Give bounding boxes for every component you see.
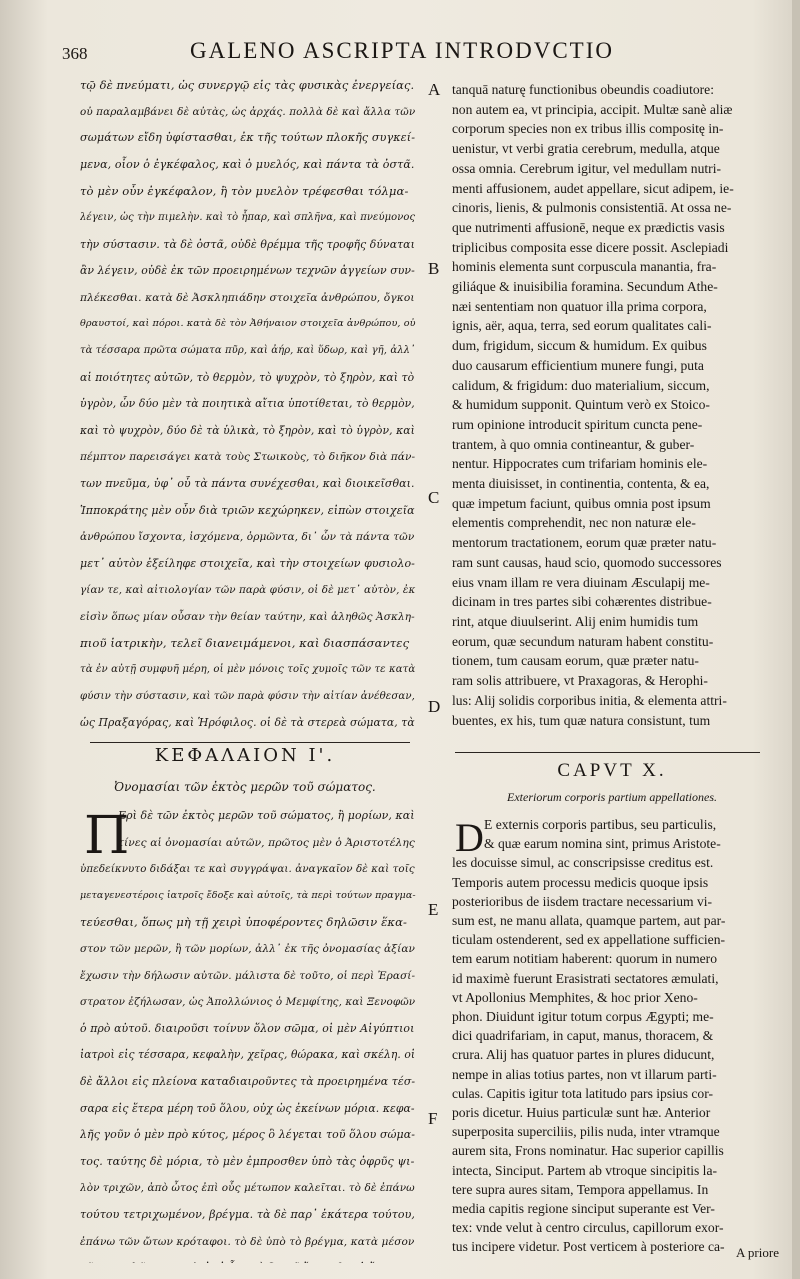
page-edge <box>792 0 800 1279</box>
latin-text-line: elementis comprehendit, nec non naturæ ele- <box>452 515 696 531</box>
greek-text-line: ὑπεδείκνυτο διδάξαι τε καὶ συγγράψαι. ἀναγκαῖον δὲ καὶ τοῖς <box>80 863 415 876</box>
margin-letter-a: A <box>428 80 441 99</box>
latin-text-line: lus: Alij solidis corporibus initia, & elementa attri- <box>452 692 727 708</box>
latin-text-line: triplicibus composita esse dicere possit. Asclepiadi <box>452 239 729 255</box>
latin-text-line: quæ impetum faciunt, quibus omnia post ipsum <box>452 495 711 511</box>
latin-text-line: uenistur, vt verbi gratia cerebrum, medulla, atque <box>452 141 720 157</box>
latin-text-line: cinoris, lienis, & pulmonis consistentiā. At ossa ne- <box>452 200 732 216</box>
latin-text-line: duo causarum efficientium munere fungi, puta <box>452 357 704 373</box>
greek-text-line: ὁ πρὸ αὐτοῦ. διαιροῦσι τοίνυν ὅλον σῶμα, οἱ μὲν Αἰγύπτιοι <box>80 1021 415 1035</box>
greek-text-line: φύσιν τὴν σύστασιν, καὶ τῶν παρὰ φύσιν τὴν αἰτίαν ἀνέθεσαν, <box>80 690 415 702</box>
margin-letter-b: B <box>428 259 440 278</box>
greek-column-top <box>80 72 418 732</box>
latin-text-line: que nutrimenti affusionē, neque ex prædictis vasis <box>452 219 725 235</box>
latin-drop-cap: D <box>455 815 484 860</box>
greek-text-line: ἔχωσιν τὴν δήλωσιν αὐτῶν. μάλιστα δὲ τοῦτο, οἱ περὶ Ἐρασί- <box>80 969 416 982</box>
latin-text-line: trantem, à quo omnia contineantur, & guber- <box>452 436 695 452</box>
latin-text-line: posterioribus de iisdem tractare necessarium vi- <box>452 893 713 909</box>
latin-text-line: næi sententiam non quatuor illa prima corpora, <box>452 298 707 314</box>
greek-text-line: θραυστοί, καὶ πόροι. κατὰ δὲ τὸν Ἀθήναιον στοιχεῖα ἀνθρώπου, οὐ <box>80 318 416 330</box>
greek-text-line: τούτου τετριχωμένον, βρέγμα. τὰ δὲ παρ᾽ ἑκάτερα τούτου, <box>80 1207 416 1221</box>
greek-text-line: Ερὶ δὲ τῶν ἐκτὸς μερῶν τοῦ σώματος, ἢ μορίων, καὶ <box>118 809 415 822</box>
latin-text-line: nempe in alias totius partes, non vt illarum parti- <box>452 1066 717 1082</box>
latin-text-line: rint, atque diuulserint. Alij enim humidis tum <box>452 613 699 629</box>
latin-text-line: tere supra aures sitam, Tempora appellamus. In <box>452 1181 709 1197</box>
latin-text-line: E externis corporis partibus, seu particulis, <box>484 817 717 832</box>
greek-text-line: πέμπτον παρεισάγει κατὰ τοὺς Στωικοὺς, τὸ διῆκον διὰ πάν- <box>80 451 416 464</box>
greek-text-line: μετ᾽ αὐτὸν ἐξείληφε στοιχεῖα, καὶ τὴν στοιχείων φυσιολο- <box>80 556 415 570</box>
greek-text-line: στρατον ἐζήλωσαν, ὡς Ἀπολλώνιος ὁ Μεμφίτης, καὶ Ξενοφῶν <box>80 996 416 1009</box>
latin-text-line: crura. Alij has quatuor partes in plures diducunt, <box>452 1047 715 1063</box>
latin-column-bottom <box>452 815 772 1255</box>
latin-chapter-subheading: Exteriorum corporis partium appellationes. <box>507 790 717 804</box>
latin-text-line: ignis, aër, aqua, terra, sed eorum qualitates cali- <box>452 318 712 334</box>
latin-text-line: ticulam ostenderent, sed ex appellatione sufficien- <box>452 932 726 948</box>
latin-text-line: ram solis attribuere, vt Praxagoras, & Herophi- <box>452 673 708 689</box>
greek-text-line: αἱ ποιότητες αὐτῶν, τὸ θερμὸν, τὸ ψυχρὸν, τὸ ξηρὸν, καὶ τὸ <box>80 370 415 384</box>
greek-text-line: γίαν τε, καὶ αἰτιολογίαν τῶν παρὰ φύσιν, οἱ δὲ μετ᾽ αὐτὸν, ἐκ <box>80 584 416 597</box>
greek-text-line: τος. ταύτης δὲ μόρια, τὸ μὲν ἐμπροσθεν ὑπὸ τὰς ὀφρῦς ψι- <box>80 1154 415 1168</box>
greek-text-line: τὰ ἐν αὐτῇ συμφυῆ μέρη, οἱ μὲν μόνοις τοῖς χυμοῖς τῶν τε κατὰ <box>80 664 416 676</box>
greek-text-line: τὸ μὲν οὖν ἐγκέφαλον, ἢ τὸν μυελὸν τρέφεσθαι τόλμα- <box>80 184 409 199</box>
greek-text-line: σωμάτων εἴδη ὑφίστασθαι, ἐκ τῆς τούτων πλοκῆς συγκεί- <box>80 131 416 145</box>
greek-text-line: ἰατροὶ εἰς τέσσαρα, κεφαλὴν, χεῖρας, θώρακα, καὶ σκέλη. οἱ <box>80 1048 416 1062</box>
greek-text-line: τὴν σύστασιν. τὰ δὲ ὀστᾶ, οὐδὲ θρέμμα τῆς τροφῆς δύναται <box>80 237 415 251</box>
latin-text-line: tionem, tum causam eorum, quæ præter natu- <box>452 653 699 669</box>
latin-text-bottom <box>452 815 772 1255</box>
margin-letter-d: D <box>428 697 441 716</box>
greek-text-line: Ἱπποκράτης μὲν οὖν διὰ τριῶν κεχώρηκεν, εἰπὼν στοιχεῖα <box>80 503 415 517</box>
greek-text-line: ἂν λέγειν, οὐδὲ ἐκ τῶν προειρημένων τεχνῶν ἀγγείων συν- <box>80 264 415 278</box>
greek-text-line: λέγειν, ὡς τὴν πιμελὴν. καὶ τὸ ἧπαρ, καὶ σπλῆνα, καὶ πνεύμονος <box>80 211 416 223</box>
latin-text-line: hominis elementa sunt corpuscula manantia, fra- <box>452 259 717 275</box>
latin-text-line: culas. Capitis igitur tota latitudo pars ipsius cor- <box>452 1085 713 1101</box>
latin-text-line: giliáque & inuisibilia foramina. Secundum Athe- <box>452 279 718 295</box>
greek-text-line: λὸν τριχῶν, ἀπὸ ὦτος ἐπὶ οὖς μέτωπον καλεῖται. τὸ δὲ ἐπάνω <box>80 1182 415 1195</box>
greek-text-line: ἐπάνω τῶν ὤτων κρόταφοι. τὸ δὲ ὑπὸ τὸ βρέγμα, κατὰ μέσον <box>80 1235 415 1248</box>
latin-text-line: tex: vnde velut à centro circulus, capillorum exor- <box>452 1220 724 1236</box>
latin-text-line: non autem ea, vt principia, accipit. Multæ sanè aliæ <box>452 101 733 117</box>
latin-text-line: tem earum notitiam haberent: quorum in numero <box>452 951 718 967</box>
greek-text-line: μεταγενεστέροις ἰατροῖς ἔδοξε καὶ αὐτοῖς, τὰ περὶ τούτων πραγμα- <box>80 889 416 901</box>
greek-text-line: καὶ τὸ ψυχρὸν, δύο δὲ τὰ ὑλικὰ, τὸ ξηρὸν, καὶ τὸ ὑγρὸν, καὶ <box>80 423 415 437</box>
latin-text-line: & humidum supponit. Quintum verò ex Stoico- <box>452 397 710 413</box>
latin-chapter-rule <box>455 752 760 753</box>
latin-text-line: ossa omnia. Cerebrum igitur, vel medullam nutri- <box>452 160 722 176</box>
latin-text-line: Temporis autem processu medicis quoque ipsis <box>452 874 709 890</box>
greek-drop-cap: Π <box>84 806 130 866</box>
greek-chapter-heading: ΚΕΦΑΛΑΙΟΝ Ι'. <box>154 745 336 766</box>
margin-letter-f: F <box>428 1109 438 1128</box>
greek-text-line: τίνες αἱ ὀνομασίαι αὐτῶν, πρῶτος μὲν ὁ Ἀριστοτέλης <box>118 835 415 849</box>
latin-text-line: intecta, Sinciput. Partem ab vtroque sincipitis la- <box>452 1162 718 1178</box>
greek-text-line: πλέκεσθαι. κατὰ δὲ Ἀσκληπιάδην στοιχεῖα ἀνθρώπου, ὄγκοι <box>80 290 415 304</box>
greek-text-line: εἰσὶν ὅπως μίαν οὖσαν τὴν θείαν ταύτην, καὶ ἀληθῶς Ἀσκλη- <box>80 610 415 623</box>
greek-text-line: τὰ τέσσαρα πρῶτα σώματα πῦρ, καὶ ἀήρ, καὶ ὕδωρ, καὶ γῆ, ἀλλ᾽ <box>80 344 416 356</box>
greek-text-bottom <box>80 803 418 1263</box>
latin-text-line: menti affusionem, audet appellare, sicut adipem, ie- <box>452 180 734 196</box>
greek-text-top <box>80 72 418 732</box>
running-title: GALENO ASCRIPTA INTRODVCTIO <box>190 38 614 63</box>
latin-text-top <box>452 80 772 730</box>
greek-column-bottom <box>80 803 418 1263</box>
latin-text-line: aurem sita, Frons nominatur. Hac superior capillis <box>452 1143 724 1159</box>
greek-chapter-subheading: Ὀνομασίαι τῶν ἐκτὸς μερῶν τοῦ σώματος. <box>114 780 376 794</box>
latin-text-line: mentorum tractationem, eorum quæ præter natu- <box>452 535 717 551</box>
greek-text-line: μενα, οἷον ὁ ἐγκέφαλος, καὶ ὁ μυελός, καὶ πάντα τὰ ὀστᾶ. <box>80 157 415 171</box>
greek-chapter-rule <box>90 742 410 743</box>
latin-text-line: ram sunt causas, haud scio, quomodo successores <box>452 554 722 570</box>
latin-text-line: vt Apollonius Memphites, & hoc prior Xeno- <box>452 989 698 1005</box>
latin-text-line: nentur. Hippocrates cum trifariam hominis ele- <box>452 456 708 472</box>
latin-text-line: id maximè fuerunt Erasistrati sectatores æmulati, <box>452 970 719 986</box>
latin-text-line: media capitis regione sinciput superante est Ver- <box>452 1201 715 1217</box>
greek-text-line: λῆς γοῦν ὁ μὲν πρὸ κύτος, μέρος ὃ λέγεται τοῦ ὅλου σώμα- <box>80 1128 416 1142</box>
greek-text-line: πιοῦ ἰατρικὴν, τελεῖ διανειμάμενοι, καὶ διασπάσαντες <box>80 636 410 651</box>
latin-text-line: les docuisse simul, ac conscripsisse creditus est. <box>452 855 714 871</box>
margin-letter-e: E <box>428 900 439 919</box>
latin-chapter-heading: CAPVT X. <box>557 760 667 781</box>
latin-text-line: poris dicetur. Huius particulæ sunt hæ. Anterior <box>452 1105 711 1121</box>
latin-text-line: buentes, ex his, tum quæ natura consistunt, tum <box>452 712 711 728</box>
latin-text-line: tanquā naturę functionibus obeundis coadiutore: <box>452 82 714 97</box>
latin-text-line: phon. Diuidunt igitur totum corpus Ægypti; me- <box>452 1009 714 1025</box>
greek-text-line: ἀνθρώπου ἴσχοντα, ἰσχόμενα, ὁρμῶντα, δι᾽ ὧν τὰ πάντα τῶν <box>80 531 415 544</box>
latin-column-top <box>452 80 772 730</box>
latin-text-line: rum opinione introducit spiritum cuncta pene- <box>452 416 703 432</box>
greek-text-line: οὐ παραλαμβάνει δὲ αὐτὰς, ὡς ἀρχάς. πολλὰ δὲ καὶ ἄλλα τῶν <box>80 105 416 118</box>
greek-text-line: στον τῶν μερῶν, ἢ τῶν μορίων, ἀλλ᾽ ἐκ τῆς ὀνομασίας ἀξίαν <box>80 942 415 955</box>
latin-text-line: calidum, & frigidum: duo materialium, siccum, <box>452 377 710 393</box>
greek-text-line: σαρα εἰς ἕτερα μέρη τοῦ ὅλου, οὐχ ὡς ἐκείνων μόρια. κεφα- <box>80 1101 415 1115</box>
greek-text-line <box>80 1255 418 1263</box>
margin-letter-c: C <box>428 488 440 507</box>
latin-text-line: eorum, quæ secundum naturam habent constitu- <box>452 633 714 649</box>
latin-text-line: sum est, ne manu allata, quamque partem, aut par- <box>452 913 726 929</box>
latin-text-line: eius vnam illam re vera diuinam Æsculapij me- <box>452 574 710 590</box>
latin-text-line: corporum species non ex tribus illis compositę in- <box>452 121 724 137</box>
greek-text-line: των πνεῦμα, ὑφ᾽ οὗ τὰ πάντα συνέχεσθαι, καὶ διοικεῖσθαι. <box>80 476 415 490</box>
greek-text-line: δὲ ἄλλοι εἰς πλείονα καταδιαιροῦντες τὰ προειρημένα τέσ- <box>80 1074 416 1088</box>
latin-text-line: dici quadrifariam, in caput, manus, thoracem, & <box>452 1028 714 1044</box>
greek-text-line: τεύεσθαι, ὅπως μὴ τῇ χειρὶ ὑποφέροντες δηλῶσιν ἕκα- <box>80 915 408 930</box>
latin-text-line: & quæ earum nomina sint, primus Aristote- <box>484 836 721 852</box>
latin-text-line: superposita superciliis, pilis nuda, inter vtramque <box>452 1124 720 1140</box>
catchword: A priore <box>736 1245 779 1260</box>
latin-text-line: menta diuisisset, in continentia, contenta, & ea, <box>452 476 710 492</box>
greek-text-line: ὡς Πραξαγόρας, καὶ Ἡρόφιλος. οἱ δὲ τὰ στερεὰ σώματα, τὰ <box>80 716 415 730</box>
latin-text-line: tus incipere videtur. Post verticem à posteriore ca- <box>452 1239 725 1255</box>
latin-text-line: dicinam in tres partes sibi cohærentes distribue- <box>452 594 712 610</box>
latin-text-line: dum, frigidum, siccum & humidum. Ex quibus <box>452 338 707 354</box>
greek-text-line: ὑγρὸν, ὧν δύο μὲν τὰ ποιητικὰ αἴτια ὑποτίθεται, τὸ θερμὸν, <box>80 397 415 411</box>
greek-text-line: τῷ δὲ πνεύματι, ὡς συνεργῷ εἰς τὰς φυσικὰς ἐνεργείας. <box>80 78 415 92</box>
page-number: 368 <box>62 44 88 63</box>
